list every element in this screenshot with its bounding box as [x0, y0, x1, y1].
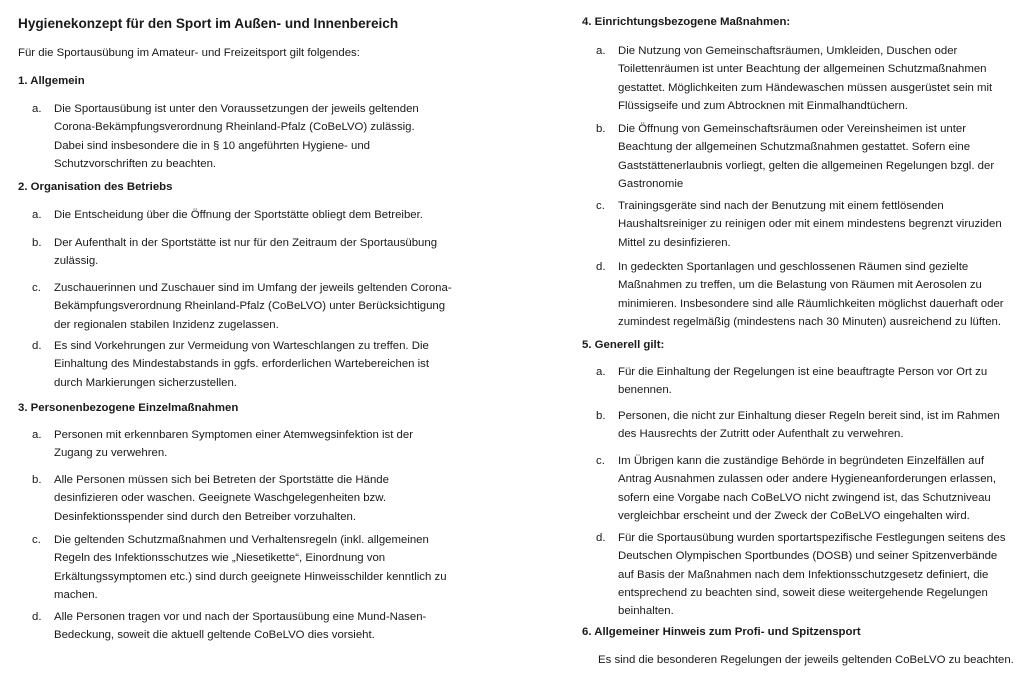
item-line: des Hausrechts der Zutritt oder Aufenthalt zu verwehren. [618, 428, 904, 441]
item-line: Die Entscheidung über die Öffnung der Sportstätte obliegt dem Betreiber. [54, 209, 423, 221]
item-line: auf Basis der Maßnahmen nach dem Infektionsschutzgesetz definiert, die [618, 568, 989, 581]
item-line: Zuschauerinnen und Zuschauer sind im Umfang der jeweils geltenden Corona- [54, 282, 452, 294]
list-item [32, 100, 436, 173]
item-line: Alle Personen müssen sich bei Betreten der Sportstätte die Hände [54, 474, 389, 486]
item-marker: d. [596, 261, 606, 273]
item-line: Die Nutzung von Gemeinschaftsräumen, Umkleiden, Duschen oder [618, 45, 958, 57]
item-marker: d. [596, 532, 606, 544]
item-line: Zugang zu verwehren. [54, 447, 168, 460]
item-line: Einhaltung des Mindestabstands in ggfs. erforderlichen Wartebereichen ist [54, 358, 430, 371]
section-heading: 1. Allgemein [18, 75, 85, 87]
item-line: Die Sportausübung ist unter den Voraussetzungen der jeweils geltenden [54, 103, 419, 115]
item-marker: d. [32, 340, 42, 352]
item-marker: a. [32, 209, 42, 221]
item-marker: a. [32, 429, 42, 441]
section-heading: 3. Personenbezogene Einzelmaßnahmen [18, 402, 239, 414]
list-item [32, 426, 436, 463]
item-marker: a. [596, 45, 606, 57]
item-line: Haushaltsreiniger zu reinigen oder mit einem mindestens begrenzt viruziden [618, 218, 1002, 231]
item-line: Mittel zu desinfizieren. [618, 236, 731, 249]
list-item [32, 471, 436, 526]
list-item [596, 363, 1000, 400]
item-line: Die Öffnung von Gemeinschaftsräumen oder Vereinsheimen ist unter [618, 123, 967, 135]
item-line: Personen, die nicht zur Einhaltung dieser Regeln bereit sind, ist im Rahmen [618, 410, 1000, 422]
item-line: minimieren. Insbesondere sind alle Räumlichkeiten möglichst dauerhaft oder [618, 297, 1004, 310]
closing-paragraph: Es sind die besonderen Regelungen der jeweils geltenden CoBeLVO zu beachten. [598, 654, 1014, 666]
item-line: Regeln des Infektionsschutzes wie „Niesetikette“, Einordnung von [54, 552, 386, 565]
item-line: zumindest regelmäßig (mindestens nach 30 Minuten) ausreichend zu lüften. [618, 315, 1002, 328]
item-line: Trainingsgeräte sind nach der Benutzung mit einem fettlösenden [618, 200, 944, 212]
list-item [32, 234, 436, 271]
list-item [32, 206, 436, 224]
section-heading: 4. Einrichtungsbezogene Maßnahmen: [582, 16, 791, 28]
item-line: Gastronomie [618, 177, 684, 190]
section-heading: 6. Allgemeiner Hinweis zum Profi- und Spitzensport [582, 626, 861, 638]
section-heading: 5. Generell gilt: [582, 339, 665, 351]
item-line: vergleichbar erscheint und der Zweck der CoBeLVO eingehalten wird. [618, 509, 970, 522]
item-marker: c. [596, 455, 605, 467]
item-marker: d. [32, 611, 42, 623]
item-line: Der Aufenthalt in der Sportstätte ist nur für den Zeitraum der Sportausübung [54, 237, 438, 249]
list-item [596, 258, 1004, 331]
item-line: Corona-Bekämpfungsverordnung Rheinland-Pfalz (CoBeLVO) zulässig. [54, 121, 415, 134]
item-marker: c. [32, 534, 41, 546]
item-line: Toilettenräumen ist unter Beachtung der allgemeinen Schutzmaßnahmen [618, 63, 987, 76]
item-marker: b. [596, 123, 606, 135]
item-line: Bedeckung, soweit die aktuell geltende CoBeLVO dies vorsieht. [54, 629, 375, 642]
list-item [596, 197, 1000, 252]
list-item [32, 337, 436, 392]
item-marker: b. [32, 237, 42, 249]
item-marker: b. [32, 474, 42, 486]
item-line: durch Markierungen sicherzustellen. [54, 376, 237, 389]
item-line: Personen mit erkennbaren Symptomen einer Atemwegsinfektion ist der [54, 429, 413, 441]
item-line: Für die Sportausübung wurden sportartspezifische Festlegungen seitens des [618, 532, 1006, 544]
section-heading: 2. Organisation des Betriebs [18, 181, 173, 193]
item-line: Deutschen Olympischen Sportbundes (DOSB) und seiner Spitzenverbände [618, 550, 998, 563]
item-line: sofern eine Vorgabe nach CoBeLVO nicht zwingend ist, das Schutzniveau [618, 491, 991, 504]
item-line: Schutzvorschriften zu beachten. [54, 157, 217, 170]
item-line: desinfizieren oder waschen. Geeignete Waschgelegenheiten bzw. [54, 492, 387, 505]
item-line: Für die Einhaltung der Regelungen ist eine beauftragte Person vor Ort zu [618, 366, 988, 378]
item-line: Gaststättenerlaubnis vorliegt, gelten die allgemeinen Regelungen bzgl. der [618, 159, 995, 172]
item-line: machen. [54, 588, 98, 601]
item-line: Es sind Vorkehrungen zur Vermeidung von Warteschlangen zu treffen. Die [54, 340, 429, 352]
document-title: Hygienekonzept für den Sport im Außen- und Innenbereich [18, 16, 399, 31]
item-line: zulässig. [54, 255, 99, 268]
list-item [32, 279, 452, 334]
item-line: Maßnahmen zu treffen, um die Belastung von Räumen mit Aerosolen zu [618, 279, 982, 292]
item-line: Antrag Ausnahmen zulassen oder andere Hygieneanforderungen erlassen, [618, 473, 997, 486]
item-marker: c. [32, 282, 41, 294]
list-item [596, 120, 1000, 193]
item-line: Alle Personen tragen vor und nach der Sportausübung eine Mund-Nasen- [54, 611, 427, 623]
item-line: In gedeckten Sportanlagen und geschlossenen Räumen sind gezielte [618, 261, 969, 273]
item-line: Die geltenden Schutzmaßnahmen und Verhaltensregeln (inkl. allgemeinen [54, 534, 429, 546]
item-line: benennen. [618, 384, 672, 397]
item-marker: a. [32, 103, 42, 115]
item-marker: a. [596, 366, 606, 378]
item-marker: c. [596, 200, 605, 212]
item-marker: b. [596, 410, 606, 422]
list-item [32, 531, 447, 604]
intro-text: Für die Sportausübung im Amateur- und Freizeitsport gilt folgendes: [18, 47, 360, 59]
list-item [596, 42, 1000, 115]
item-line: Desinfektionsspender sind durch den Betreiber vorzuhalten. [54, 510, 357, 523]
item-line: Im Übrigen kann die zuständige Behörde in begründeten Einzelfällen auf [618, 455, 985, 467]
item-line: Beachtung der allgemeinen Schutzmaßnahmen gestattet. Sofern eine [618, 141, 971, 154]
item-line: entsprechend zu beachten sind, soweit diese weitergehende Regelungen [618, 586, 988, 599]
list-item [596, 407, 1000, 444]
item-line: der regionalen stabilen Inzidenz zugelassen. [54, 318, 279, 331]
list-item [596, 452, 1000, 525]
list-item [32, 608, 436, 645]
list-item [596, 529, 1006, 620]
item-line: gestattet. Möglichkeiten zum Händewaschen müssen ausgerüstet sein mit [618, 81, 993, 94]
item-line: Erkältungssymptomen etc.) sind durch geeignete Hinweisschilder kenntlich zu [54, 570, 447, 583]
item-line: Dabei sind insbesondere die in § 10 angeführten Hygiene- und [54, 139, 370, 152]
item-line: beinhalten. [618, 605, 674, 618]
item-line: Flüssigseife und zum Abtrocknen mit Einmalhandtüchern. [618, 99, 908, 112]
item-line: Bekämpfungsverordnung Rheinland-Pfalz (CoBeLVO) unter Berücksichtigung [54, 300, 446, 313]
